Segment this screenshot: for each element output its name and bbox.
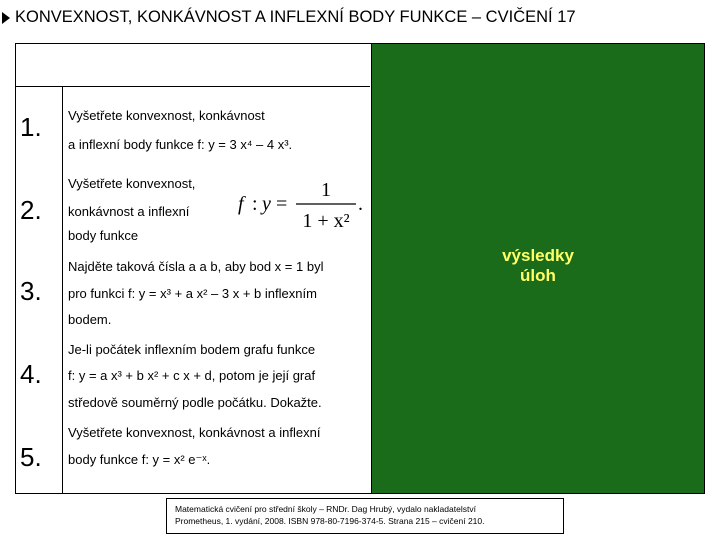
exercise-2-line-1: Vyšetřete konvexnost, bbox=[68, 176, 196, 191]
exercise-3-line-1: Najděte taková čísla a a b, aby bod x = 1 byl bbox=[68, 259, 324, 274]
exercise-1-line-2: a inflexní body funkce f: y = 3 x⁴ – 4 x³. bbox=[68, 137, 293, 152]
function-formula bbox=[234, 176, 369, 232]
formula-y: y bbox=[262, 193, 271, 215]
exercise-2-line-3: body funkce bbox=[68, 228, 139, 243]
exercise-1-line-1: Vyšetřete konvexnost, konkávnost bbox=[68, 108, 265, 123]
formula-colon: : bbox=[252, 193, 258, 215]
exercise-3-line-3: bodem. bbox=[68, 312, 112, 327]
exercise-number-1: 1. bbox=[20, 112, 42, 142]
exercise-4-line-1: Je-li počátek inflexním bodem grafu funkce bbox=[68, 342, 316, 357]
source-citation bbox=[166, 498, 564, 534]
exercise-3-line-2: pro funkci f: y = x³ + a x² – 3 x + b inflexním bbox=[68, 286, 317, 301]
results-label bbox=[372, 246, 704, 286]
formula-denominator: 1 + x² bbox=[302, 210, 350, 232]
formula-numerator: 1 bbox=[321, 179, 331, 201]
exercise-5-line-2: body funkce f: y = x² e⁻ˣ. bbox=[68, 452, 211, 467]
exercise-number-5: 5. bbox=[20, 442, 42, 472]
exercise-2-line-2: konkávnost a inflexní bbox=[68, 204, 190, 219]
formula-equals: = bbox=[276, 193, 288, 215]
header-divider bbox=[15, 86, 370, 87]
page-title-text: KONVEXNOST, KONKÁVNOST A INFLEXNÍ BODY FUNKCE – CVIČENÍ 17 bbox=[15, 8, 576, 26]
results-button[interactable] bbox=[371, 44, 704, 493]
page-title bbox=[2, 8, 718, 27]
citation-line-2: Prometheus, 1. vydání, 2008. ISBN 978-80-7196-374-5. Strana 215 – cvičení 210. bbox=[175, 516, 485, 526]
exercise-number-3: 3. bbox=[20, 276, 42, 306]
exercise-number-2: 2. bbox=[20, 195, 42, 225]
exercise-4-line-2: f: y = a x³ + b x² + c x + d, potom je její graf bbox=[68, 368, 316, 383]
exercise-number-4: 4. bbox=[20, 359, 42, 389]
results-label-line2: úloh bbox=[520, 266, 556, 285]
exercise-4-line-3: středově souměrný podle počátku. Dokažte. bbox=[68, 395, 322, 410]
formula-f: f bbox=[238, 193, 244, 215]
results-label-line1: výsledky bbox=[502, 246, 574, 265]
triangle-bullet-icon bbox=[2, 12, 10, 24]
formula-dot: . bbox=[358, 193, 363, 215]
exercise-5-line-1: Vyšetřete konvexnost, konkávnost a inflexní bbox=[68, 425, 321, 440]
citation-line-1: Matematická cvičení pro střední školy – RNDr. Dag Hrubý, vydalo nakladatelství bbox=[175, 504, 476, 514]
